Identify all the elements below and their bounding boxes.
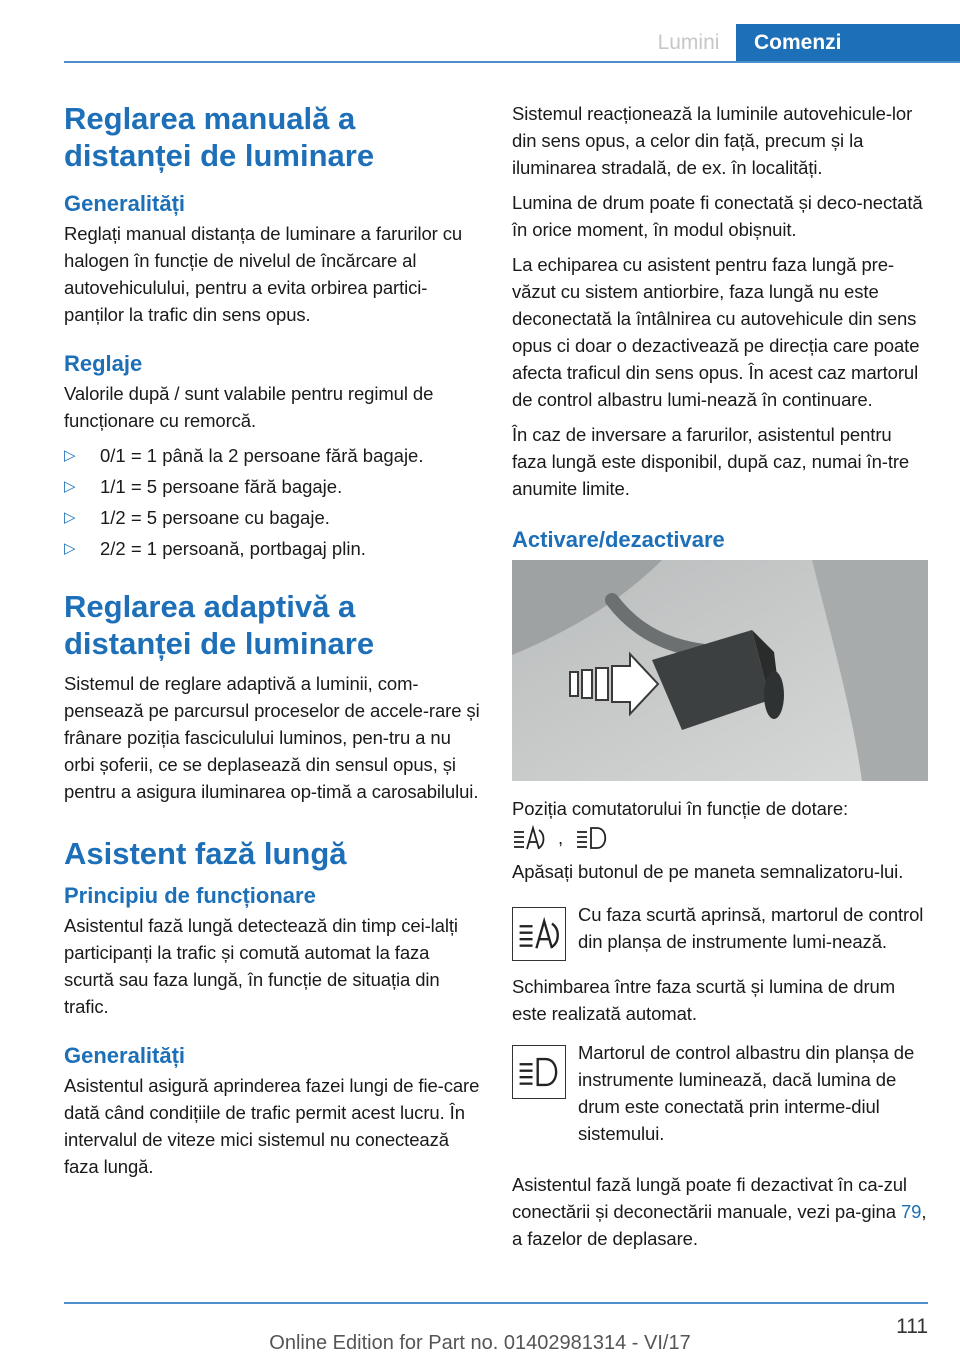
- left-column: [64, 100, 480, 1188]
- low-beam-indicator-note: [512, 901, 928, 963]
- paragraph-blue-indicator: Martorul de control albastru din planșa de instrumente luminează, dacă lumina de drum este conectată prin interme-diul sistemului.: [578, 1042, 915, 1144]
- paragraph-auto-switch: Schimbarea între faza scurtă și lumina de drum este realizată automat.: [512, 976, 896, 1024]
- heading-activation: Activare/dezactivare: [512, 527, 725, 552]
- heading-high-beam-assistant: Asistent fază lungă: [64, 836, 347, 871]
- list-item: ▷ 2/2 = 1 persoană, portbagaj plin.: [64, 535, 480, 562]
- high-beam-assist-icon: [512, 824, 546, 852]
- triangle-bullet-icon: ▷: [64, 540, 76, 557]
- paragraph-reaction: Sistemul reacționează la luminile autovehicule-lor din sens opus, a celor din față, precum și la iluminarea stradală, de ex. în localități.: [512, 103, 913, 178]
- paragraph-general-1: Reglați manual distanța de luminare a farurilor cu halogen în funcție de nivelul de încărcare al autovehiculului, pentru a evita orbirea partici-panților la trafic din sens opus.: [64, 223, 463, 325]
- triangle-bullet-icon: ▷: [64, 478, 76, 495]
- heading-settings: Reglaje: [64, 351, 143, 376]
- paragraph-principle: Asistentul fază lungă detectează din timp cei-lalți participanți la trafic și comută automat la faza scurtă sau faza lungă, în funcție de situația din trafic.: [64, 915, 458, 1017]
- list-item: ▷ 0/1 = 1 până la 2 persoane fără bagaje.: [64, 442, 480, 469]
- heading-general-2: Generalități: [64, 1043, 186, 1068]
- position-icons: [512, 824, 928, 852]
- paragraph-low-beam: Cu faza scurtă aprinsă, martorul de control din planșa de instrumente lumi-nează.: [578, 904, 924, 952]
- blue-indicator-note: [512, 1039, 928, 1155]
- triangle-bullet-icon: ▷: [64, 509, 76, 526]
- heading-principle: Principiu de funcționare: [64, 883, 316, 908]
- tab-lumini: Lumini: [657, 31, 720, 54]
- list-item: ▷ 1/2 = 5 persoane cu bagaje.: [64, 504, 480, 531]
- paragraph-inversion: În caz de inversare a farurilor, asistentul pentru faza lungă este disponibil, după caz, numai în-tre anumite limite.: [512, 424, 910, 499]
- right-column: [512, 100, 928, 1260]
- high-beam-icon: [575, 824, 609, 852]
- triangle-bullet-icon: ▷: [64, 447, 76, 464]
- paragraph-adaptive: Sistemul de reglare adaptivă a luminii, com-pensează pe parcursul proceselor de accele-rare și frânare poziția fasciculului luminos, pen-tru a nu orbi șoferii, ce se deplasează din sensul opus, și pentru a asigura iluminarea op-timă a carosabilului.: [64, 673, 480, 802]
- heading-adaptive-range: Reglarea adaptivă a distanței de luminare: [64, 589, 375, 661]
- paragraph-antiglare: La echiparea cu asistent pentru faza lungă pre-văzut cu sistem antiorbire, faza lungă nu este deconectată la întâlnirea cu autovehicule din sens opus ci doar o dezactivează pe direcția care poate afecta traficul din sens opus. În acest caz martorul de control albastru lumi-nează în continuare.: [512, 254, 920, 410]
- icon-separator: ,: [558, 827, 564, 848]
- paragraph-general-2: Asistentul asigură aprinderea fazei lungi de fie-care dată când condițiile de trafic permit acest lucru. În intervalul de viteze mici sistemul nu conectează faza lungă.: [64, 1075, 480, 1177]
- high-beam-assist-indicator-icon: [512, 907, 566, 961]
- settings-list: [64, 442, 480, 562]
- paragraph-switch-position: Poziția comutatorului în funcție de dotare:: [512, 798, 849, 819]
- header-rule: [64, 61, 960, 63]
- page-link[interactable]: 79: [900, 1201, 922, 1222]
- heading-manual-range: Reglarea manuală a distanței de luminare: [64, 101, 375, 173]
- edition-footer: Online Edition for Part no. 01402981314 - VI/17: [269, 1332, 691, 1354]
- stalk-photo: [512, 560, 928, 781]
- tab-comenzi: Comenzi: [736, 24, 960, 62]
- paragraph-manual-switch: Lumina de drum poate fi conectată și deco-nectată în orice moment, în modul obișnuit.: [512, 192, 923, 240]
- paragraph-disable: Asistentul fază lungă poate fi dezactivat în ca-zul conectării și deconectării manuale, vezi pa-gina 79, a fazelor de deplasare.: [512, 1174, 927, 1249]
- page-number: 111: [896, 1315, 928, 1338]
- footer-rule: [64, 1302, 928, 1304]
- list-item: ▷ 1/1 = 5 persoane fără bagaje.: [64, 473, 480, 500]
- paragraph-press-button: Apăsați butonul de pe maneta semnalizatoru-lui.: [512, 861, 904, 882]
- paragraph-settings: Valorile după / sunt valabile pentru regimul de funcționare cu remorcă.: [64, 383, 434, 431]
- high-beam-indicator-icon: [512, 1045, 566, 1099]
- heading-general-1: Generalități: [64, 191, 186, 216]
